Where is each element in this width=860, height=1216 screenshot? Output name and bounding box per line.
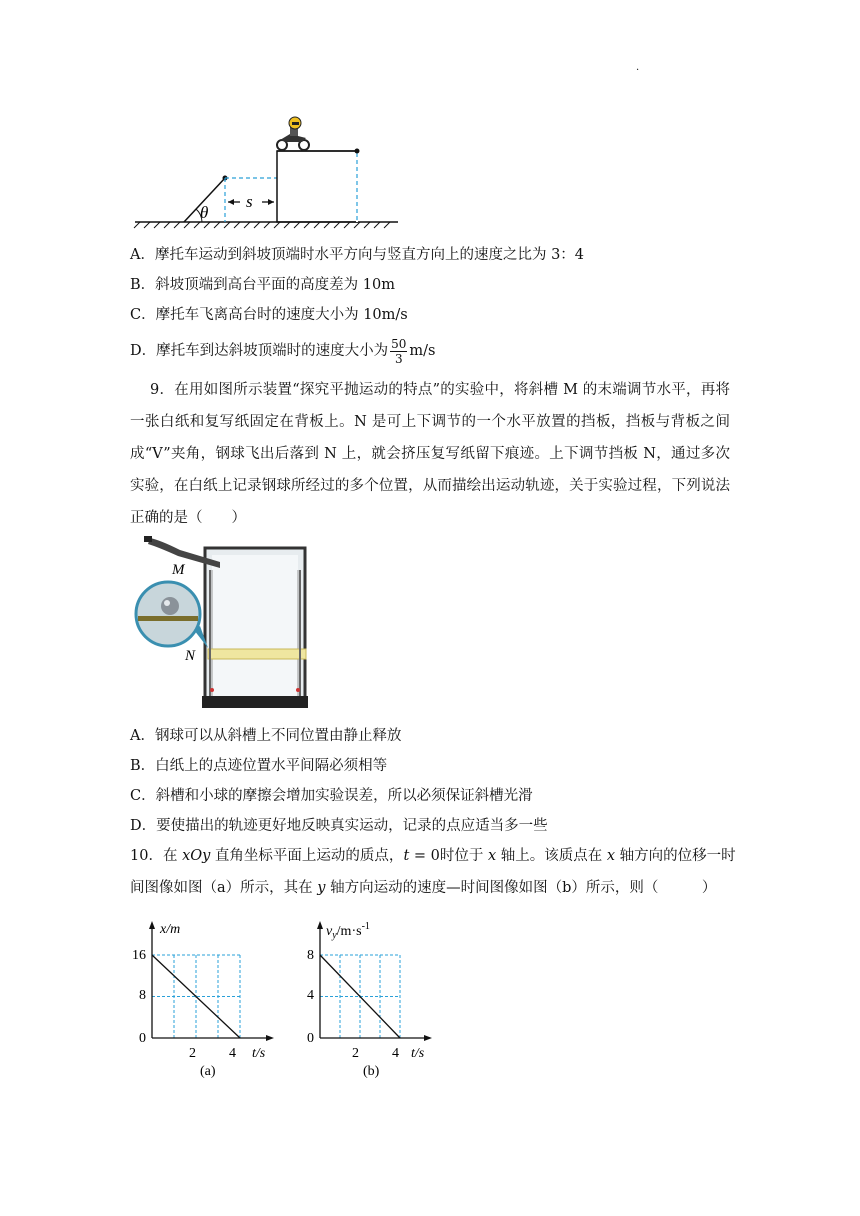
- label-m: M: [172, 562, 185, 578]
- x-axis-label: t/s: [252, 1046, 266, 1061]
- q10-line-1: [130, 846, 736, 866]
- label-n: N: [185, 648, 196, 664]
- q10-text: 轴方向运动的速度—时间图像如图（b）所示，则（ ）: [325, 880, 717, 896]
- q10-text: 10．在: [130, 848, 183, 864]
- q8-option-a: A．摩托车运动到斜坡顶端时水平方向与竖直方向上的速度之比为 3：4: [130, 247, 585, 263]
- fraction: [390, 337, 407, 366]
- x-tick-label: 4: [229, 1046, 236, 1061]
- apparatus-figure: [130, 530, 330, 712]
- y-axis-label: $v_y/m\cdot s^{-1}$: [326, 921, 370, 941]
- fraction-denominator: 3: [394, 351, 403, 366]
- q8-option-c: C．摩托车飞离高台时的速度大小为 10m/s: [130, 307, 408, 323]
- q9-option-a: A．钢球可以从斜槽上不同位置由静止释放: [130, 728, 402, 744]
- y-tick-label: 8: [307, 948, 314, 963]
- unit: m/s: [409, 343, 436, 359]
- q9-option-b: B．白纸上的点迹位置水平间隔必须相等: [130, 758, 388, 774]
- y-tick-label: 4: [307, 988, 314, 1003]
- x-tick-label: 2: [189, 1046, 196, 1061]
- q10-math: x: [606, 848, 616, 864]
- s-label: s: [246, 192, 253, 211]
- y-tick-label: 0: [139, 1031, 146, 1046]
- ramp-platform-figure: [130, 110, 410, 230]
- graph-a: [128, 915, 288, 1080]
- graph-caption: (a): [200, 1064, 216, 1079]
- motorcycle-icon: [277, 117, 309, 150]
- q10-text: 轴方向的位移一时: [615, 848, 736, 864]
- q10-math: y: [317, 880, 326, 896]
- q10-math: t: [403, 848, 410, 864]
- x-tick-label: 4: [392, 1046, 399, 1061]
- q10-text: 间图像如图（a）所示，其在: [130, 880, 318, 896]
- x-tick-label: 2: [352, 1046, 359, 1061]
- q10-text: = 0时位于: [409, 848, 488, 864]
- y-tick-label: 8: [139, 988, 146, 1003]
- q10-math: xOy: [182, 848, 211, 864]
- graph-b: [296, 915, 456, 1080]
- theta-label: θ: [200, 203, 209, 222]
- q9-option-c: C．斜槽和小球的摩擦会增加实验误差，所以必须保证斜槽光滑: [130, 788, 533, 804]
- y-tick-label: 16: [132, 948, 146, 963]
- q8-option-d-text: D．摩托车到达斜坡顶端时的速度大小为: [130, 343, 389, 359]
- x-axis-label: t/s: [411, 1046, 425, 1061]
- graph-caption: (b): [363, 1064, 380, 1079]
- q10-math: x: [487, 848, 497, 864]
- q8-option-d: [130, 334, 435, 368]
- y-tick-label: 0: [307, 1031, 314, 1046]
- y-axis-label: x/m: [160, 922, 181, 937]
- q9-option-d: D．要使描出的轨迹更好地反映真实运动，记录的点应适当多一些: [130, 818, 548, 834]
- q10-line-2: [130, 878, 716, 898]
- page-mark: .: [636, 62, 640, 73]
- fraction-numerator: 50: [391, 336, 407, 351]
- q10-text: 直角坐标平面上运动的质点，: [210, 848, 404, 864]
- q8-option-b: B．斜坡顶端到高台平面的高度差为 10m: [130, 277, 395, 293]
- q10-text: 轴上。该质点在: [496, 848, 607, 864]
- q9-stem: 9．在用如图所示装置“探究平抛运动的特点”的实验中，将斜槽 M 的末端调节水平，再将一张白纸和复写纸固定在背板上。N 是可上下调节的一个水平放置的挡板，挡板与背板之间成“V”夹角，钢球飞出后落到 N 上，就会挤压复写纸留下痕迹。上下调节挡板 N，通过多次实验，在白纸上记录钢球所经过的多个位置，从而描绘出运动轨迹，关于实验过程，下列说法正确的是（ ）: [130, 382, 730, 526]
